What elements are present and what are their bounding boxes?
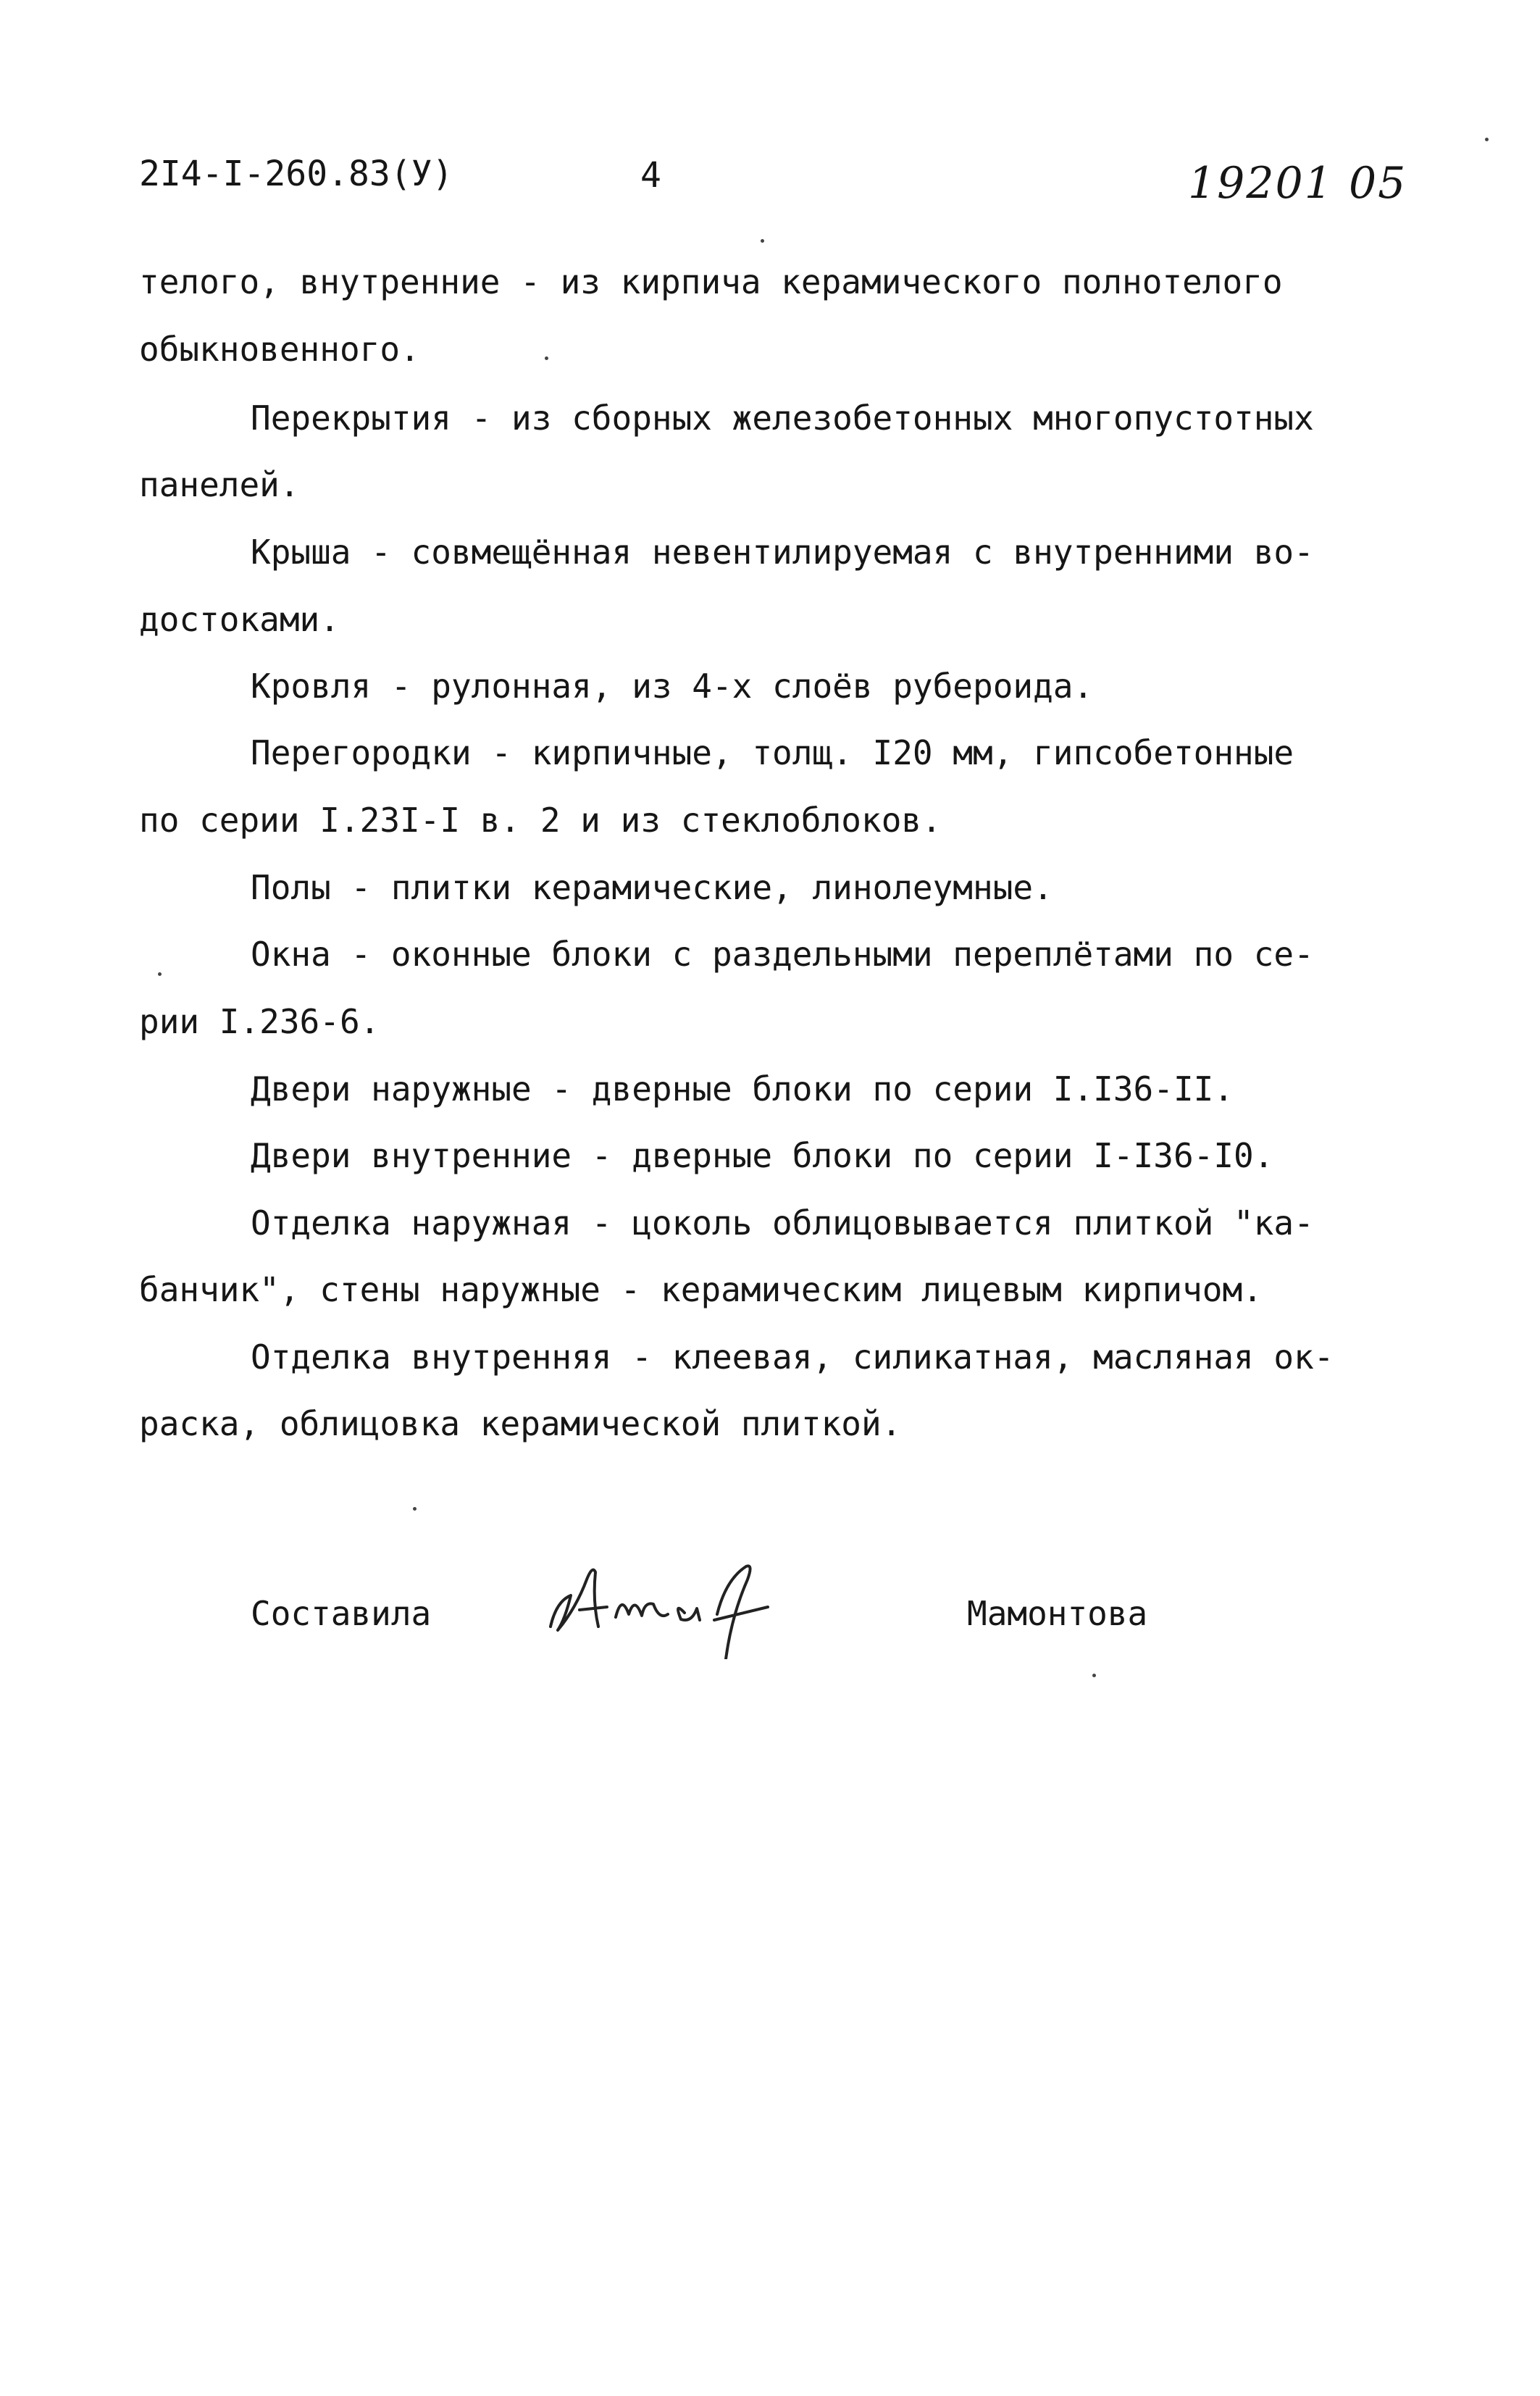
body-line: Окна - оконные блоки с раздельными переплётами по се- <box>251 935 1314 974</box>
body-line: Крыша - совмещённая невентилируемая с внутренними во- <box>251 533 1314 572</box>
body-line: панелей. <box>139 465 300 504</box>
signer-name: Мамонтова <box>967 1594 1148 1633</box>
body-line: по серии I.23I-I в. 2 и из стеклоблоков. <box>139 801 942 840</box>
body-line: Двери наружные - дверные блоки по серии I.I36-II. <box>251 1069 1234 1109</box>
body-line: Полы - плитки керамические, линолеумные. <box>251 868 1053 907</box>
body-line: Отделка внутренняя - клеевая, силикатная, масляная ок- <box>251 1337 1334 1377</box>
body-line: Перегородки - кирпичные, толщ. I20 мм, гипсобетонные <box>251 733 1294 772</box>
body-line: Перекрытия - из сборных железобетонных многопустотных <box>251 398 1314 438</box>
body-line: телого, внутренние - из кирпича керамического полнотелого <box>139 262 1283 301</box>
scan-speck <box>761 239 764 243</box>
body-line: достоками. <box>139 600 340 639</box>
body-line: Двери внутренние - дверные блоки по серии I-I36-I0. <box>251 1136 1274 1175</box>
body-line: банчик", стены наружные - керамическим лицевым кирпичом. <box>139 1270 1263 1309</box>
scan-speck <box>1092 1674 1096 1677</box>
body-line: Кровля - рулонная, из 4-х слоёв рубероида. <box>251 667 1094 706</box>
signature-label: Составила <box>251 1594 432 1633</box>
handwritten-signature <box>536 1550 840 1659</box>
body-line: рии I.236-6. <box>139 1002 380 1041</box>
scan-speck <box>158 972 162 976</box>
body-line: обыкновенного. <box>139 330 420 369</box>
body-line: Отделка наружная - цоколь облицовывается плиткой "ка- <box>251 1203 1314 1243</box>
scan-speck <box>1485 138 1489 141</box>
document-code: 2I4-I-260.83(У) <box>139 154 453 194</box>
page-number: 4 <box>640 155 661 196</box>
scan-speck <box>413 1507 417 1511</box>
archive-number: 19201 05 <box>1188 158 1407 209</box>
body-line: раска, облицовка керамической плиткой. <box>139 1404 902 1443</box>
scan-speck <box>545 356 548 360</box>
